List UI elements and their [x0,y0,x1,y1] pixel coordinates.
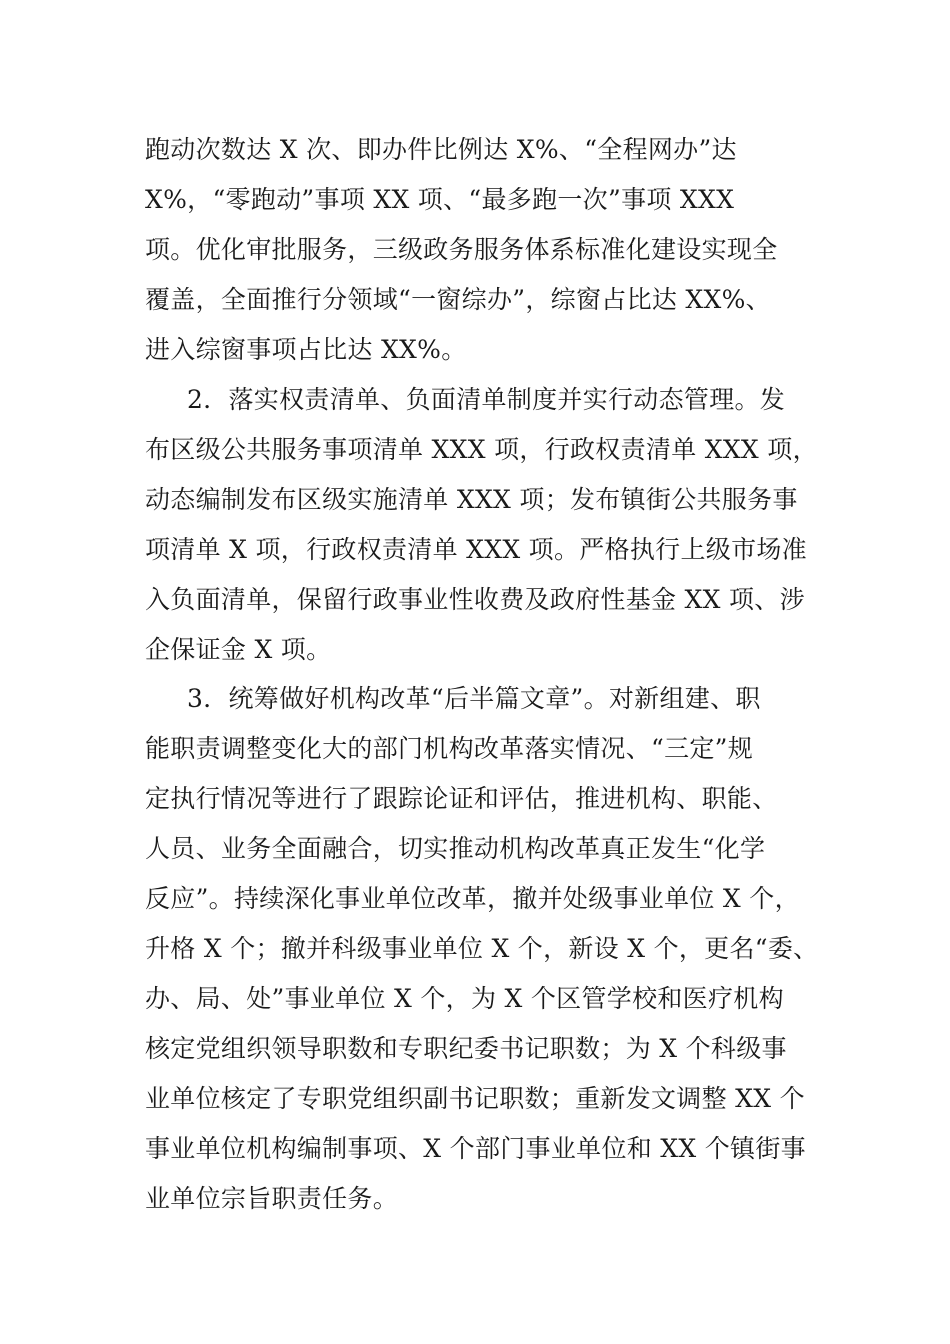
text-line: 动态编制发布区级实施清单 XXX 项；发布镇街公共服务事 [145,485,798,514]
text-line: 定执行情况等进行了跟踪论证和评估，推进机构、职能、 [145,784,778,813]
text-line: 跑动次数达 X 次、即办件比例达 X%、“全程网办”达 [145,135,737,164]
text-line: X%，“零跑动”事项 XX 项、“最多跑一次”事项 XXX [145,185,735,214]
text-line: 企保证金 X 项。 [145,635,332,664]
text-line: 进入综窗事项占比达 XX%。 [145,335,467,364]
text-line: 业单位核定了专职党组织副书记职数；重新发文调整 XX 个 [145,1084,805,1113]
paragraph-item-2 [145,375,845,675]
text-line: 人员、业务全面融合，切实推动机构改革真正发生“化学 [145,834,766,863]
text-line: 覆盖，全面推行分领域“一窗综办”，综窗占比达 XX%、 [145,285,771,314]
text-line: 2．落实权责清单、负面清单制度并实行动态管理。发 [187,385,786,414]
paragraph-item-3 [145,674,845,1224]
text-line: 反应”。持续深化事业单位改革，撤并处级事业单位 X 个， [145,884,800,913]
text-line: 能职责调整变化大的部门机构改革落实情况、“三定”规 [145,734,754,763]
text-line: 3．统筹做好机构改革“后半篇文章”。对新组建、职 [187,684,761,713]
text-line: 事业单位机构编制事项、X 个部门事业单位和 XX 个镇街事 [145,1134,806,1163]
text-line: 办、局、处”事业单位 X 个，为 X 个区管学校和医疗机构 [145,984,784,1013]
text-line: 布区级公共服务事项清单 XXX 项，行政权责清单 XXX 项， [145,435,818,464]
text-line: 入负面清单，保留行政事业性收费及政府性基金 XX 项、涉 [145,585,805,614]
text-line: 核定党组织领导职数和专职纪委书记职数；为 X 个科级事 [145,1034,787,1063]
text-line: 项。优化审批服务，三级政务服务体系标准化建设实现全 [145,235,778,264]
text-line: 升格 X 个；撤并科级事业单位 X 个，新设 X 个，更名“委、 [145,934,819,963]
text-line: 业单位宗旨职责任务。 [145,1184,399,1213]
text-line: 项清单 X 项，行政权责清单 XXX 项。严格执行上级市场准 [145,535,807,564]
paragraph-continuation [145,125,845,375]
